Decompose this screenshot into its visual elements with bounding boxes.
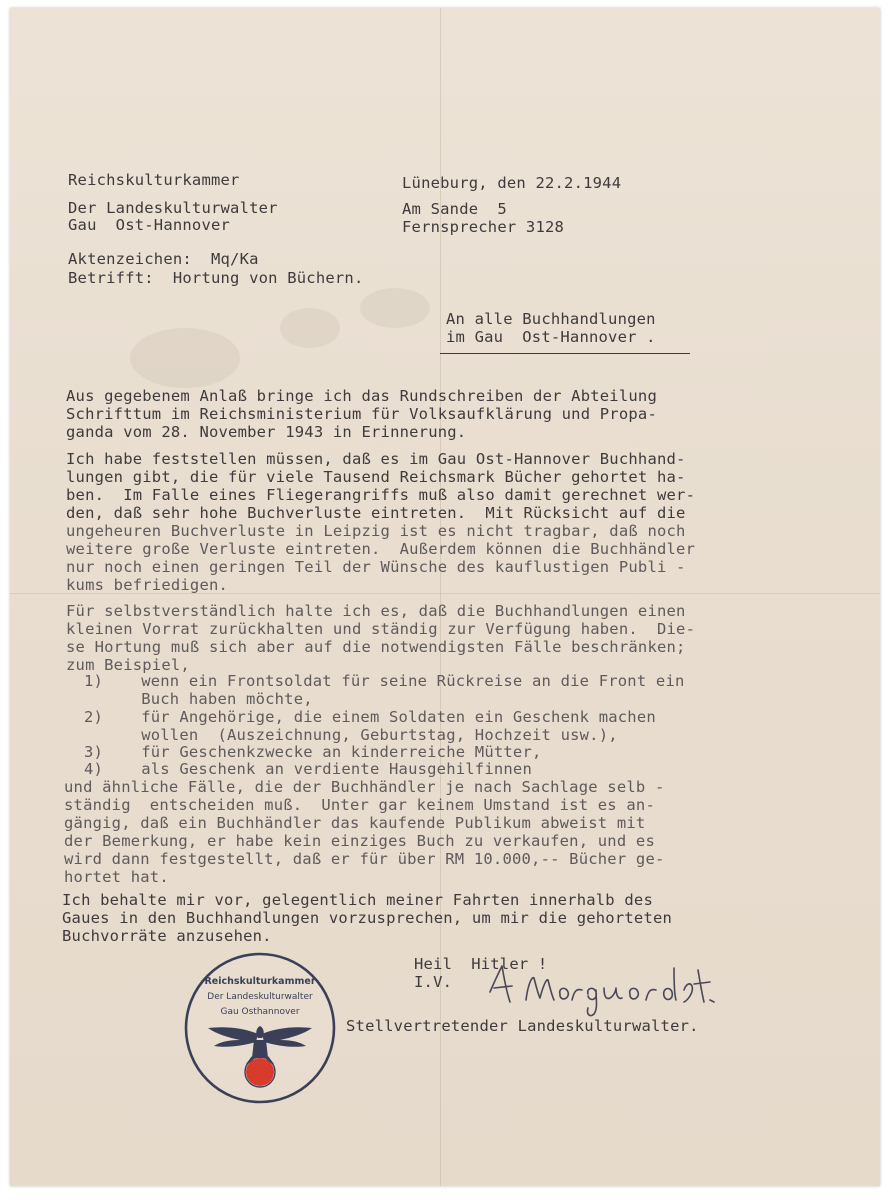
closing-iv: I.V. — [414, 973, 453, 991]
list-item: 3) für Geschenkzwecke an kinderreiche Mütter, — [84, 743, 542, 761]
list-item: 1) wenn ein Frontsoldat für seine Rückreise an die Front ein — [84, 672, 685, 690]
reference-aktenzeichen: Aktenzeichen: Mq/Ka — [68, 250, 259, 268]
list-item: wollen (Auszeichnung, Geburtstag, Hochzeit usw.), — [84, 726, 618, 744]
body-line: den, daß sehr hohe Buchverluste eintreten. Mit Rücksicht auf die — [66, 504, 686, 522]
recipient-line-1: An alle Buchhandlungen — [446, 310, 656, 328]
body-line: zum Beispiel, — [66, 656, 190, 674]
letterhead-region: Gau Ost-Hannover — [68, 216, 231, 234]
body-line: Ich behalte mir vor, gelegentlich meiner Fahrten innerhalb des — [62, 891, 653, 909]
phone-number: Fernsprecher 3128 — [402, 218, 565, 236]
letterhead-org: Reichskulturkammer — [68, 171, 240, 189]
stain — [130, 328, 240, 388]
list-item: 2) für Angehörige, die einem Soldaten ein Geschenk machen — [84, 708, 656, 726]
body-line: ungeheuren Buchverluste in Leipzig ist es nicht tragbar, daß noch — [66, 522, 686, 540]
body-line: Buchvorräte anzusehen. — [62, 927, 272, 945]
body-line: der Bemerkung, er habe kein einziges Buch zu verkaufen, und es — [64, 832, 655, 850]
official-seal-stamp — [180, 948, 340, 1108]
body-line: wird dann festgestellt, daß er für über RM 10.000,-- Bücher ge- — [64, 850, 665, 868]
stain — [360, 288, 430, 328]
body-line: und ähnliche Fälle, die der Buchhändler je nach Sachlage selb - — [64, 778, 665, 796]
red-seal-center — [246, 1058, 274, 1086]
letterhead-office: Der Landeskulturwalter — [68, 199, 278, 217]
signatory-title: Stellvertretender Landeskulturwalter. — [346, 1017, 699, 1035]
body-line: lungen gibt, die für viele Tausend Reichsmark Bücher gehortet ha- — [66, 468, 686, 486]
recipient-line-2: im Gau Ost-Hannover . — [446, 328, 656, 346]
body-line: Schrifttum im Reichsministerium für Volksaufklärung und Propa- — [66, 405, 657, 423]
body-line: kleinen Vorrat zurückhalten und ständig zur Verfügung haben. Die- — [66, 620, 696, 638]
seal-text-region: Gau Osthannover — [220, 1007, 300, 1017]
body-line: Gaues in den Buchhandlungen vorzusprechen, um mir die gehorteten — [62, 909, 673, 927]
body-line: ständig entscheiden muß. Unter gar keinem Umstand ist es an- — [64, 796, 655, 814]
body-line: hortet hat. — [64, 868, 169, 886]
body-line: Für selbstverständlich halte ich es, daß die Buchhandlungen einen — [66, 602, 686, 620]
place-date: Lüneburg, den 22.2.1944 — [402, 174, 622, 192]
body-line: ganda vom 28. November 1943 in Erinnerung. — [66, 423, 467, 441]
body-line: gängig, daß ein Buchhändler das kaufende Publikum abweist mit — [64, 814, 646, 832]
recipient-underline — [440, 353, 690, 354]
body-line: Aus gegebenem Anlaß bringe ich das Rundschreiben der Abteilung — [66, 387, 657, 405]
address: Am Sande 5 — [402, 200, 507, 218]
body-line: kums befriedigen. — [66, 576, 229, 594]
reference-subject: Betrifft: Hortung von Büchern. — [68, 269, 364, 287]
list-item: 4) als Geschenk an verdiente Hausgehilfinnen — [84, 760, 532, 778]
handwritten-signature — [488, 960, 758, 1020]
body-line: ben. Im Falle eines Fliegerangriffs muß also damit gerechnet wer- — [66, 486, 696, 504]
body-line: weitere große Verluste eintreten. Außerdem können die Buchhändler — [66, 540, 696, 558]
body-line: nur noch einen geringen Teil der Wünsche des kauflustigen Publi - — [66, 558, 686, 576]
stain — [280, 308, 340, 348]
closing-greeting: Heil Hitler ! — [414, 955, 548, 973]
seal-text-org: Reichskulturkammer — [204, 976, 316, 987]
body-line: Ich habe feststellen müssen, daß es im Gau Ost-Hannover Buchhand- — [66, 450, 686, 468]
list-item: Buch haben möchte, — [84, 690, 313, 708]
body-line: se Hortung muß sich aber auf die notwendigsten Fälle beschränken; — [66, 638, 686, 656]
seal-text-office: Der Landeskulturwalter — [207, 992, 313, 1002]
